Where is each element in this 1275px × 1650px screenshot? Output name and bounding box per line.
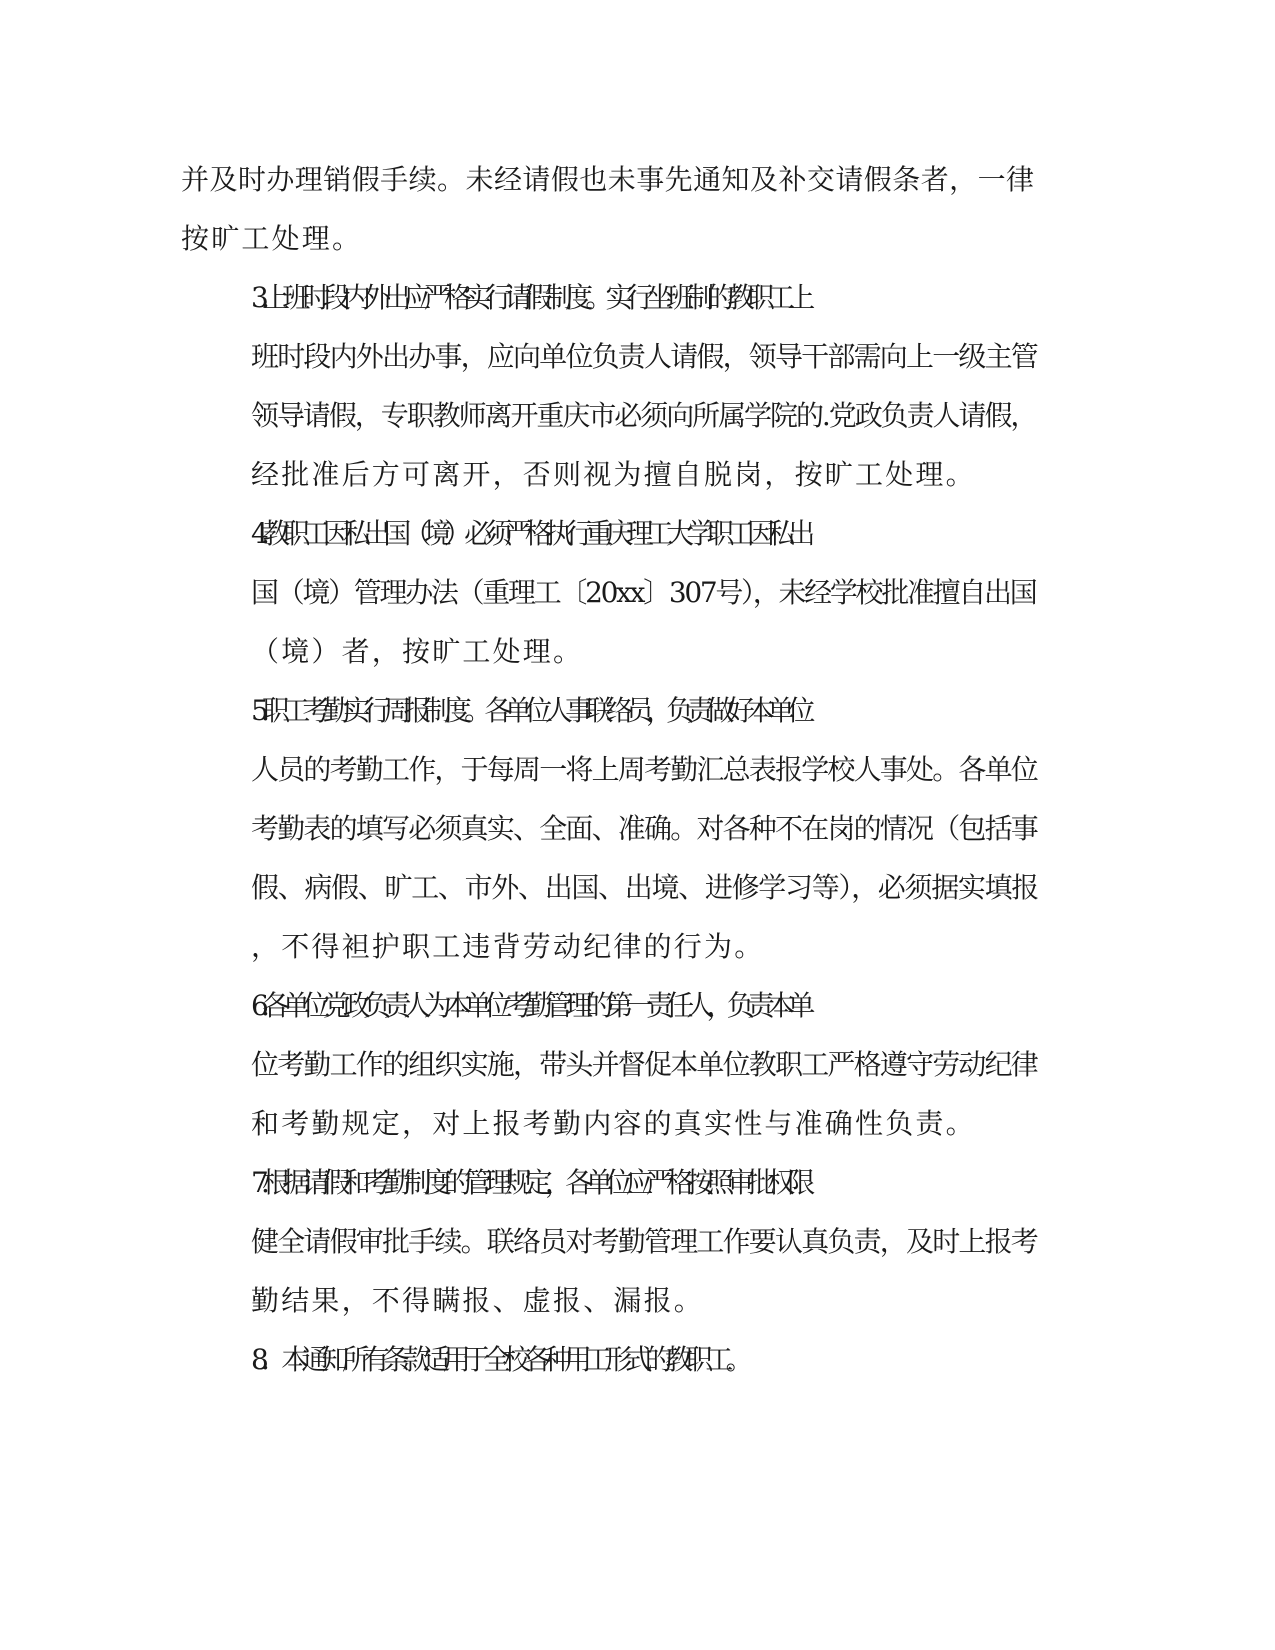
text-line: 国（境）管理办法（重理工〔20xx〕307号），未经学校批准擅自出国 [251, 576, 1036, 609]
text-line: 4.教职工因私出国（境）必须严格执行重庆理工大学职工因私出 [251, 517, 808, 550]
text-line: 勤结果，不得瞒报、虚报、漏报。 [251, 1284, 705, 1317]
text-line: 班时段内外出办事，应向单位负责人请假，领导干部需向上一级主管 [251, 340, 1038, 373]
paragraph-item-8 [181, 1330, 1041, 1389]
text-line: 领导请假，专职教师离开重庆市必须向所属学院的.党政负责人请假， [251, 399, 1037, 432]
text-line: 3.上班时段内外出应严格实行请假制度。实行坐班制的教职工上 [251, 281, 808, 314]
text-line: 假、病假、旷工、市外、出国、出境、进修学习等），必须据实填报 [251, 871, 1039, 904]
text-line: 位考勤工作的组织实施，带头并督促本单位教职工严格遵守劳动纪律 [251, 1048, 1038, 1081]
text-line: 7.根据请假和考勤制度的管理规定，各单位应严格按照审批权限 [251, 1166, 808, 1199]
paragraph-item-3 [181, 268, 1041, 504]
text-line: 8．本通知所有条款适用于全校各种用工形式的教职工。 [251, 1343, 746, 1376]
text-line: 6.各单位党政负责人为本单位考勤管理的第一责任人，负责本单 [251, 989, 808, 1022]
text-line: ，不得袒护职工违背劳动纪律的行为。 [251, 930, 765, 963]
paragraph-continuation [181, 150, 1041, 268]
paragraph-item-5 [181, 681, 1041, 976]
text-line: 考勤表的填写必须真实、全面、准确。对各种不在岗的情况（包括事 [251, 812, 1038, 845]
text-line: 并及时办理销假手续。未经请假也未事先通知及补交请假条者，一律 [181, 163, 1035, 196]
text-line: 5.职工考勤实行周报制度。各单位人事联络员，负责做好本单位 [251, 694, 808, 727]
text-line: 人员的考勤工作，于每周一将上周考勤汇总表报学校人事处。各单位 [251, 753, 1038, 786]
paragraph-item-4 [181, 504, 1041, 681]
text-line: 健全请假审批手续。联络员对考勤管理工作要认真负责，及时上报考 [251, 1225, 1038, 1258]
paragraph-item-6 [181, 976, 1041, 1153]
text-line: （境）者，按旷工处理。 [251, 635, 584, 668]
text-line: 经批准后方可离开，否则视为擅自脱岗，按旷工处理。 [251, 458, 976, 491]
text-line: 按旷工处理。 [181, 222, 363, 255]
document-page [181, 150, 1041, 1389]
text-line: 和考勤规定，对上报考勤内容的真实性与准确性负责。 [251, 1107, 976, 1140]
paragraph-item-7 [181, 1153, 1041, 1330]
